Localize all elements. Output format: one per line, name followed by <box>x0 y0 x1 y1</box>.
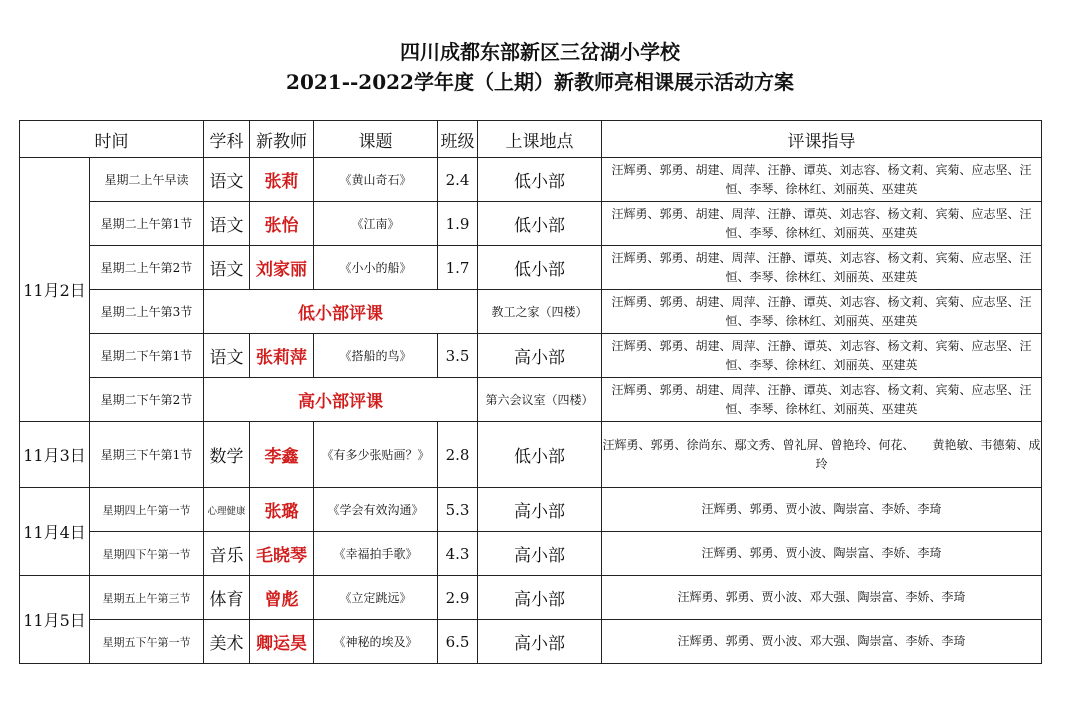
teacher-cell: 刘家丽 <box>250 246 314 290</box>
header-topic: 课题 <box>314 121 438 158</box>
teacher-cell: 张怡 <box>250 202 314 246</box>
subject-cell: 语文 <box>204 158 250 202</box>
teacher-cell: 李鑫 <box>250 422 314 488</box>
location-cell: 高小部 <box>478 532 602 576</box>
location-cell: 第六会议室（四楼） <box>478 378 602 422</box>
teacher-cell: 卿运昊 <box>250 620 314 664</box>
topic-cell: 《神秘的埃及》 <box>314 620 438 664</box>
date-cell: 11月4日 <box>20 488 90 576</box>
table-row <box>20 532 1042 576</box>
time-cell: 星期五下午第一节 <box>90 620 204 664</box>
time-cell: 星期四下午第一节 <box>90 532 204 576</box>
review-session-cell: 高小部评课 <box>204 378 478 422</box>
time-cell: 星期二上午第1节 <box>90 202 204 246</box>
table-row <box>20 576 1042 620</box>
guidance-cell: 汪辉勇、郭勇、贾小波、陶崇富、李娇、李琦 <box>602 488 1042 532</box>
guidance-cell: 汪辉勇、郭勇、贾小波、邓大强、陶崇富、李娇、李琦 <box>602 576 1042 620</box>
time-cell: 星期二上午第3节 <box>90 290 204 334</box>
topic-cell: 《立定跳远》 <box>314 576 438 620</box>
table-row <box>20 202 1042 246</box>
topic-cell: 《学会有效沟通》 <box>314 488 438 532</box>
table-row <box>20 246 1042 290</box>
location-cell: 高小部 <box>478 620 602 664</box>
subject-cell: 语文 <box>204 202 250 246</box>
location-cell: 低小部 <box>478 202 602 246</box>
subject-cell: 语文 <box>204 334 250 378</box>
guidance-cell: 汪辉勇、郭勇、胡建、周萍、汪静、谭英、刘志容、杨文莉、宾菊、应志坚、汪恒、李琴、徐林红、刘丽英、巫建英 <box>602 290 1042 334</box>
location-cell: 高小部 <box>478 576 602 620</box>
class-cell: 5.3 <box>438 488 478 532</box>
header-time: 时间 <box>20 121 204 158</box>
class-cell: 2.9 <box>438 576 478 620</box>
teacher-cell: 毛晓琴 <box>250 532 314 576</box>
teacher-cell: 张璐 <box>250 488 314 532</box>
time-cell: 星期四上午第一节 <box>90 488 204 532</box>
guidance-cell: 汪辉勇、郭勇、胡建、周萍、汪静、谭英、刘志容、杨文莉、宾菊、应志坚、汪恒、李琴、徐林红、刘丽英、巫建英 <box>602 334 1042 378</box>
location-cell: 高小部 <box>478 488 602 532</box>
topic-cell: 《小小的船》 <box>314 246 438 290</box>
table-row <box>20 158 1042 202</box>
guidance-cell: 汪辉勇、郭勇、胡建、周萍、汪静、谭英、刘志容、杨文莉、宾菊、应志坚、汪恒、李琴、徐林红、刘丽英、巫建英 <box>602 202 1042 246</box>
schedule-table <box>19 120 1042 664</box>
guidance-cell: 汪辉勇、郭勇、徐尚东、鄢文秀、曾礼屏、曾艳玲、何花、 黄艳敏、韦德菊、成玲 <box>602 422 1042 488</box>
class-cell: 2.8 <box>438 422 478 488</box>
time-cell: 星期二上午早读 <box>90 158 204 202</box>
time-cell: 星期二上午第2节 <box>90 246 204 290</box>
table-row <box>20 290 1042 334</box>
subject-cell: 数学 <box>204 422 250 488</box>
class-cell: 1.9 <box>438 202 478 246</box>
date-cell: 11月2日 <box>20 158 90 422</box>
guidance-cell: 汪辉勇、郭勇、胡建、周萍、汪静、谭英、刘志容、杨文莉、宾菊、应志坚、汪恒、李琴、徐林红、刘丽英、巫建英 <box>602 246 1042 290</box>
class-cell: 1.7 <box>438 246 478 290</box>
guidance-cell: 汪辉勇、郭勇、贾小波、邓大强、陶崇富、李娇、李琦 <box>602 620 1042 664</box>
class-cell: 3.5 <box>438 334 478 378</box>
subject-cell: 语文 <box>204 246 250 290</box>
header-class: 班级 <box>438 121 478 158</box>
location-cell: 高小部 <box>478 334 602 378</box>
event-title: 2021--2022学年度（上期）新教师亮相课展示活动方案 <box>286 70 794 94</box>
header-subject: 学科 <box>204 121 250 158</box>
table-row <box>20 334 1042 378</box>
subject-cell: 美术 <box>204 620 250 664</box>
time-cell: 星期五上午第三节 <box>90 576 204 620</box>
time-cell: 星期三下午第1节 <box>90 422 204 488</box>
location-cell: 低小部 <box>478 422 602 488</box>
class-cell: 4.3 <box>438 532 478 576</box>
table-row <box>20 620 1042 664</box>
teacher-cell: 张莉 <box>250 158 314 202</box>
header-row <box>20 121 1042 158</box>
header-guidance: 评课指导 <box>602 121 1042 158</box>
subject-cell: 体育 <box>204 576 250 620</box>
table-row <box>20 378 1042 422</box>
class-cell: 2.4 <box>438 158 478 202</box>
time-cell: 星期二下午第2节 <box>90 378 204 422</box>
subject-cell: 音乐 <box>204 532 250 576</box>
time-cell: 星期二下午第1节 <box>90 334 204 378</box>
date-cell: 11月5日 <box>20 576 90 664</box>
teacher-cell: 曾彪 <box>250 576 314 620</box>
location-cell: 教工之家（四楼） <box>478 290 602 334</box>
date-cell: 11月3日 <box>20 422 90 488</box>
topic-cell: 《搭船的鸟》 <box>314 334 438 378</box>
table-row <box>20 422 1042 488</box>
topic-cell: 《黄山奇石》 <box>314 158 438 202</box>
class-cell: 6.5 <box>438 620 478 664</box>
topic-cell: 《有多少张贴画？》 <box>314 422 438 488</box>
teacher-cell: 张莉萍 <box>250 334 314 378</box>
school-title: 四川成都东部新区三岔湖小学校 <box>400 40 680 64</box>
header-teacher: 新教师 <box>250 121 314 158</box>
topic-cell: 《江南》 <box>314 202 438 246</box>
topic-cell: 《幸福拍手歌》 <box>314 532 438 576</box>
subject-cell: 心理健康 <box>204 488 250 532</box>
guidance-cell: 汪辉勇、郭勇、胡建、周萍、汪静、谭英、刘志容、杨文莉、宾菊、应志坚、汪恒、李琴、徐林红、刘丽英、巫建英 <box>602 378 1042 422</box>
header-location: 上课地点 <box>478 121 602 158</box>
guidance-cell: 汪辉勇、郭勇、贾小波、陶崇富、李娇、李琦 <box>602 532 1042 576</box>
location-cell: 低小部 <box>478 158 602 202</box>
table-row <box>20 488 1042 532</box>
guidance-cell: 汪辉勇、郭勇、胡建、周萍、汪静、谭英、刘志容、杨文莉、宾菊、应志坚、汪恒、李琴、徐林红、刘丽英、巫建英 <box>602 158 1042 202</box>
review-session-cell: 低小部评课 <box>204 290 478 334</box>
location-cell: 低小部 <box>478 246 602 290</box>
